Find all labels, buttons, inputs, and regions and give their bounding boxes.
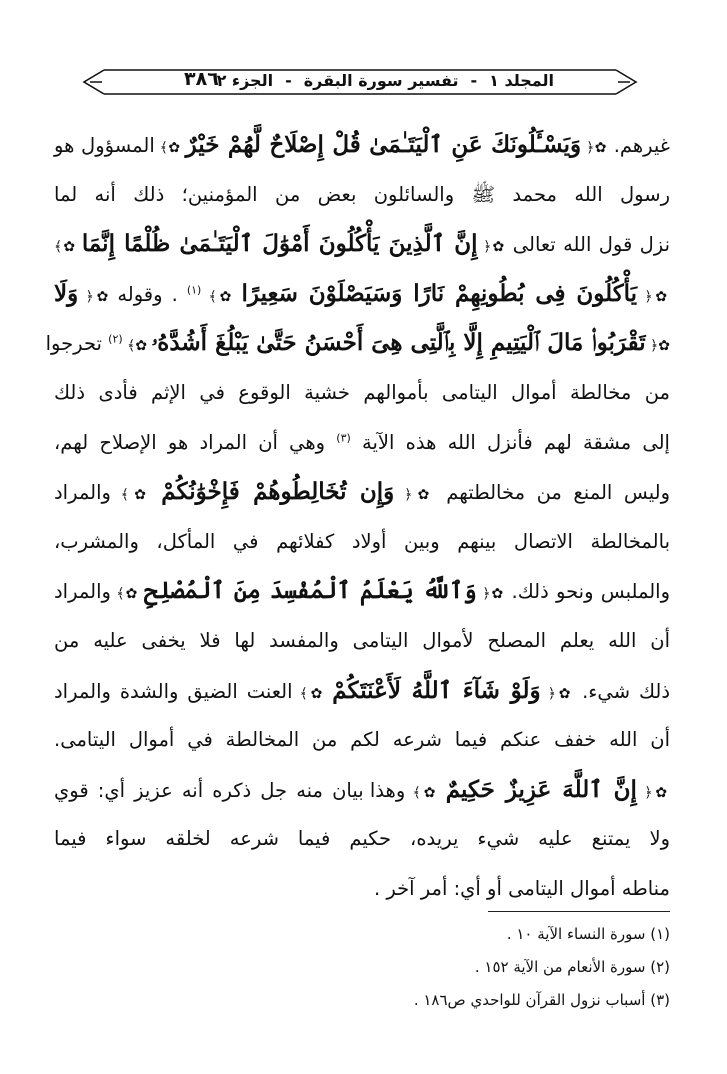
text-line bbox=[54, 517, 670, 567]
quran-ornament-icon: ✿﴿ bbox=[78, 288, 109, 305]
footnote-marker: (١) bbox=[186, 283, 202, 297]
line-text: من مخالطة أموال اليتامى بأموالهم خشية الوقوع في الإثم فأدى ذلك bbox=[54, 380, 670, 404]
line-text: بالمخالطة الاتصال بينهم وبين أولاد كفلائهم في المأكل، والمشرب، bbox=[54, 529, 670, 553]
text-line bbox=[54, 666, 670, 716]
quran-verse: وَيَسْـَٔلُونَكَ عَنِ ٱلْيَتَـٰمَىٰ قُلْ إِصْلَاحٌ لَّهُمْ خَيْرٌ bbox=[185, 131, 582, 158]
quran-verse: إِنَّ ٱلَّذِينَ يَأْكُلُونَ أَمْوَٰلَ ٱلْيَتَـٰمَىٰ ظُلْمًا إِنَّمَا bbox=[81, 230, 478, 258]
page-number: ٣٨٦ bbox=[184, 68, 219, 90]
quran-verse: إِنَّ ٱللَّهَ عَزِيزٌ حَكِيمٌ bbox=[445, 775, 637, 803]
line-text: ولا يمتنع عليه شيء يريده، حكيم فيما شرعه لخلقه سواء فيما bbox=[54, 827, 670, 851]
quran-verse: تَقْرَبُوا۟ مَالَ ٱلْيَتِيمِ إِلَّا بِٱلَّتِى هِىَ أَحْسَنُ حَتَّىٰ يَبْلُغَ أَشُدَّهُۥ bbox=[151, 329, 646, 357]
quran-verse: وَٱللَّهُ يَعْلَمُ ٱلْمُفْسِدَ مِنَ ٱلْمُصْلِحِ bbox=[143, 577, 477, 605]
line-text: إلى مشقة لهم فأنزل الله هذه الآية bbox=[350, 430, 670, 454]
footnote-text: سورة الأنعام من الآية ١٥٢ . bbox=[474, 958, 646, 976]
text-line bbox=[54, 418, 670, 468]
quran-ornament-icon: ✿﴾ bbox=[154, 140, 186, 156]
footnote-text: أسباب نزول القرآن للواحدي ص١٨٦ . bbox=[413, 991, 646, 1009]
footnote-divider bbox=[488, 911, 670, 912]
quran-verse: وَلَوْ شَآءَ ٱللَّهُ لَأَعْنَتَكُمْ bbox=[332, 676, 541, 704]
quran-ornament-icon: ✿﴾ bbox=[110, 487, 162, 504]
text-line bbox=[54, 269, 670, 319]
quran-quote bbox=[54, 230, 506, 258]
commentary-text bbox=[45, 120, 671, 914]
quran-ornament-icon: ✿﴾ bbox=[110, 586, 144, 603]
title-separator: - bbox=[285, 71, 292, 90]
text-line bbox=[54, 368, 670, 418]
line-text: أن الله خفف عنكم فيما شرعه لكم من المخالطة في أموال اليتامى. bbox=[54, 728, 670, 752]
quran-quote bbox=[110, 478, 435, 506]
quran-ornament-icon: ✿﴿ bbox=[476, 586, 505, 603]
footnote-marker: (٢) bbox=[108, 332, 123, 346]
quran-ornament-icon: ✿﴿ bbox=[477, 239, 506, 256]
footnote-item bbox=[300, 984, 670, 1017]
line-text: تحرجوا bbox=[45, 332, 109, 356]
line-text: المسؤول هو bbox=[54, 134, 155, 157]
line-text: وهي أن المراد هو الإصلاح لهم، bbox=[54, 430, 337, 454]
quran-quote bbox=[292, 676, 574, 704]
quran-verse: وَإِن تُخَالِطُوهُمْ فَإِخْوَٰنُكُمْ bbox=[161, 478, 395, 506]
footnote-number: (٣) bbox=[650, 991, 670, 1009]
footnote-item bbox=[300, 951, 670, 984]
quran-ornament-icon: ✿﴾ bbox=[292, 685, 333, 702]
line-text: نزل قول الله تعالى bbox=[505, 233, 670, 257]
quran-ornament-icon: ✿﴿ bbox=[645, 338, 670, 355]
line-text: والمراد bbox=[54, 481, 111, 505]
quran-quote bbox=[110, 577, 505, 605]
quran-ornament-icon: ✿﴾ bbox=[54, 239, 82, 256]
surah-title: تفسير سورة البقرة bbox=[303, 71, 459, 90]
line-text: والمراد bbox=[54, 580, 111, 604]
line-text: ذلك شيء. bbox=[573, 679, 671, 703]
footnote-number: (٢) bbox=[650, 958, 670, 976]
quran-quote bbox=[154, 131, 607, 158]
part-label: الجزء ٢ bbox=[216, 71, 274, 90]
text-line bbox=[54, 120, 670, 170]
line-text: وليس المنع من مخالطتهم bbox=[434, 481, 670, 505]
line-text: أن الله يعلم المصلح لأموال اليتامى والمفسد لها فلا يخفى عليه من bbox=[54, 628, 670, 652]
quran-ornament-icon: ✿﴿ bbox=[540, 685, 574, 702]
text-line bbox=[54, 765, 670, 815]
text-line bbox=[54, 467, 670, 517]
quran-quote bbox=[201, 279, 670, 307]
quran-ornament-icon: ✿﴿ bbox=[637, 288, 670, 305]
footnotes bbox=[300, 918, 670, 1017]
text-line bbox=[54, 616, 670, 666]
line-text: والملبس ونحو ذلك. bbox=[504, 580, 671, 604]
footnote-marker: (٣) bbox=[336, 431, 351, 445]
text-line bbox=[45, 318, 670, 368]
text-line bbox=[54, 170, 670, 220]
line-text: وهذا بيان منه جل ذكره أنه عزيز أي: قوي bbox=[54, 778, 406, 802]
quran-verse: يَأْكُلُونَ فِى بُطُونِهِمْ نَارًا وَسَيَصْلَوْنَ سَعِيرًا bbox=[241, 279, 638, 307]
footnote-item bbox=[300, 918, 670, 951]
quran-ornament-icon: ✿﴾ bbox=[405, 784, 446, 801]
quran-quote bbox=[122, 329, 670, 357]
running-title bbox=[216, 71, 560, 90]
quran-verse: وَلَا bbox=[54, 279, 79, 307]
line-text: . وقوله bbox=[108, 282, 187, 306]
line-text: رسول الله محمد ﷺ والسائلون بعض من المؤمنين؛ ذلك أنه لما bbox=[54, 182, 670, 206]
quran-ornament-icon: ✿﴿ bbox=[581, 140, 607, 156]
quran-ornament-icon: ✿﴾ bbox=[122, 338, 152, 355]
line-text: غيرهم. bbox=[607, 134, 670, 157]
volume-label: المجلد ١ bbox=[489, 71, 554, 90]
quran-ornament-icon: ✿﴿ bbox=[636, 784, 670, 801]
footnote-text: سورة النساء الآية ١٠ . bbox=[506, 925, 646, 943]
page-header bbox=[80, 64, 640, 100]
line-text: مناطه أموال اليتامى أو أي: أمر آخر . bbox=[373, 876, 670, 900]
line-text: العنت الضيق والشدة والمراد bbox=[54, 679, 293, 703]
text-line bbox=[54, 566, 670, 616]
quran-quote bbox=[405, 775, 670, 803]
footnote-number: (١) bbox=[650, 925, 670, 943]
quran-ornament-icon: ✿﴿ bbox=[394, 487, 435, 504]
quran-ornament-icon: ✿﴾ bbox=[201, 288, 242, 305]
text-line bbox=[54, 715, 670, 765]
text-line bbox=[54, 814, 670, 864]
text-line bbox=[54, 864, 670, 914]
text-line bbox=[54, 219, 670, 269]
title-separator: - bbox=[470, 71, 478, 90]
